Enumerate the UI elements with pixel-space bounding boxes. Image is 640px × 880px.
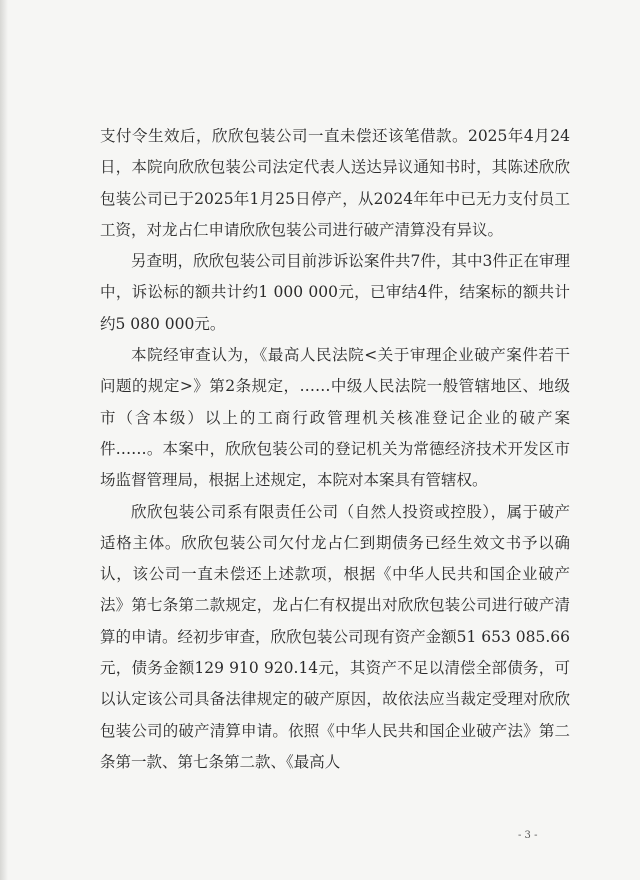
paragraph-1: 支付令生效后，欣欣包装公司一直未偿还该笔借款。2025年4月24日，本院向欣欣包装公司法定代表人送达异议通知书时，其陈述欣欣包装公司已于2025年1月25日停产，从2024年年中已无力支付员工工资，对龙占仁申请欣欣包装公司进行破产清算没有异议。 [100,127,570,239]
document-body [100,121,570,778]
paragraph-3: 本院经审查认为，《最高人民法院<关于审理企业破产案件若干问题的规定>》第2条规定，……中级人民法院一般管辖地区、地级市（含本级）以上的工商行政管理机关核准登记企业的破产案件……。本案中，欣欣包装公司的登记机关为常德经济技术开发区市场监督管理局，根据上述规定，本院对本案具有管辖权。 [100,346,570,490]
paragraph-4: 欣欣包装公司系有限责任公司（自然人投资或控股），属于破产适格主体。欣欣包装公司欠付龙占仁到期债务已经生效文书予以确认，该公司一直未偿还上述款项，根据《中华人民共和国企业破产法》第七条第二款规定，龙占仁有权提出对欣欣包装公司进行破产清算的申请。经初步审查，欣欣包装公司现有资产金额51 653 085.66元，债务金额129 910 920.14元，其资产不足以清偿全部债务，可以认定该公司具备法律规定的破产原因，故依法应当裁定受理对欣欣包装公司的破产清算申请。依照《中华人民共和国企业破产法》第二条第一款、第七条第二款、《最高人 [100,502,570,771]
page-number: - 3 - [518,830,538,841]
scan-edge-shadow [0,0,8,880]
paragraph-2: 另查明，欣欣包装公司目前涉诉讼案件共7件，其中3件正在审理中，诉讼标的额共计约1 000 000元，已审结4件，结案标的额共计约5 080 000元。 [100,252,570,333]
